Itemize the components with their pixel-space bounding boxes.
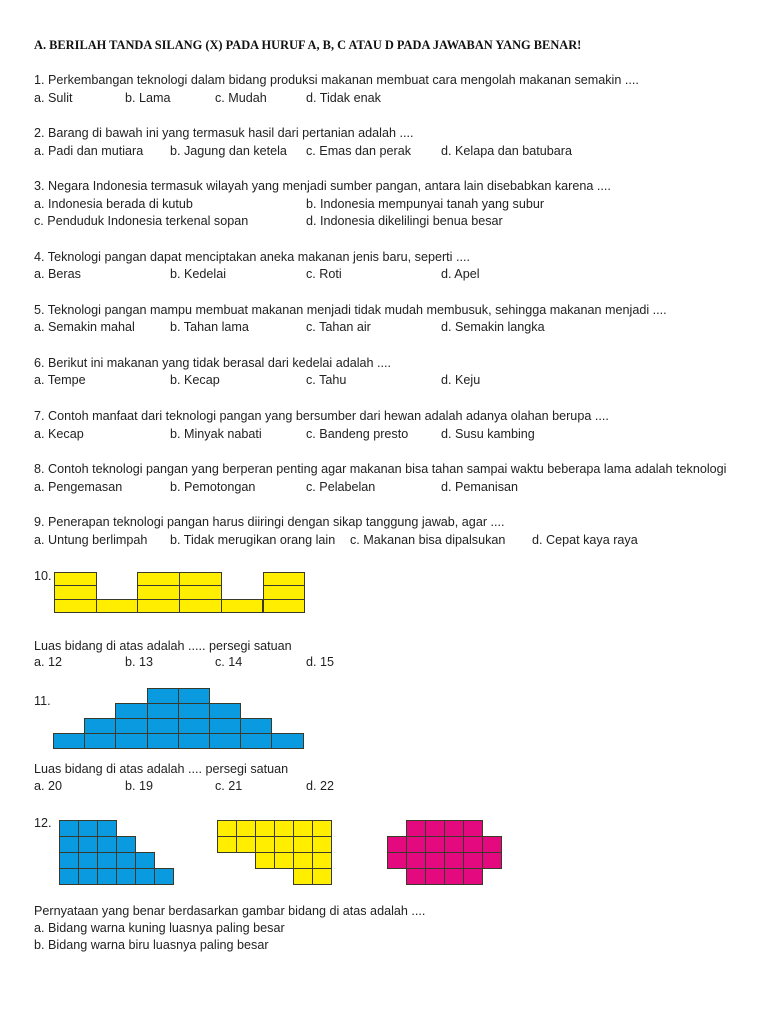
unit-square xyxy=(147,733,179,749)
answer-option[interactable]: d. Indonesia dikelilingi benua besar xyxy=(306,214,503,228)
answer-option[interactable]: d. 22 xyxy=(306,779,335,793)
question-text: 5. Teknologi pangan mampu membuat makanan menjadi tidak mudah membusuk, sehingga makanan menjadi .... xyxy=(34,303,667,317)
section-heading: A. BERILAH TANDA SILANG (X) PADA HURUF A, B, C ATAU D PADA JAWABAN YANG BENAR! xyxy=(34,38,582,52)
unit-square xyxy=(312,868,332,885)
unit-square xyxy=(425,820,445,837)
answer-option[interactable]: b. Minyak nabati xyxy=(170,427,262,441)
unit-square xyxy=(406,852,426,869)
unit-square xyxy=(387,852,407,869)
answer-option[interactable]: a. Semakin mahal xyxy=(34,320,135,334)
answer-option[interactable]: a. Kecap xyxy=(34,427,84,441)
answer-option[interactable]: b. Bidang warna biru luasnya paling besar xyxy=(34,938,269,952)
unit-square xyxy=(178,688,210,704)
answer-option[interactable]: d. Tidak enak xyxy=(306,91,381,105)
unit-square xyxy=(59,852,79,869)
unit-square xyxy=(312,836,332,853)
answer-option[interactable]: c. Tahu xyxy=(306,373,347,387)
unit-square xyxy=(179,599,222,613)
unit-square xyxy=(263,599,306,613)
unit-square xyxy=(97,820,117,837)
unit-square xyxy=(463,852,483,869)
question-text: Luas bidang di atas adalah .... persegi satuan xyxy=(34,762,289,776)
question-text: 7. Contoh manfaat dari teknologi pangan yang bersumber dari hewan adalah adanya olahan berupa .... xyxy=(34,409,609,423)
answer-option[interactable]: b. 13 xyxy=(125,655,154,669)
unit-square xyxy=(137,585,180,599)
answer-option[interactable]: c. Tahan air xyxy=(306,320,371,334)
answer-option[interactable]: b. Lama xyxy=(125,91,171,105)
unit-square xyxy=(293,852,313,869)
question-text: 1. Perkembangan teknologi dalam bidang produksi makanan membuat cara mengolah makanan semakin .... xyxy=(34,73,639,87)
answer-option[interactable]: c. Pelabelan xyxy=(306,480,376,494)
unit-square xyxy=(209,703,241,719)
answer-option[interactable]: b. Tidak merugikan orang lain xyxy=(170,533,336,547)
unit-square xyxy=(406,836,426,853)
answer-option[interactable]: d. Kelapa dan batubara xyxy=(441,144,572,158)
question-text: 4. Teknologi pangan dapat menciptakan aneka makanan jenis baru, seperti .... xyxy=(34,250,470,264)
unit-square xyxy=(425,852,445,869)
answer-option[interactable]: a. Tempe xyxy=(34,373,86,387)
unit-square xyxy=(482,852,502,869)
unit-square xyxy=(444,852,464,869)
unit-square xyxy=(54,599,97,613)
unit-square xyxy=(179,585,222,599)
unit-square xyxy=(53,733,85,749)
unit-square xyxy=(115,718,147,734)
unit-square xyxy=(263,572,306,586)
unit-square xyxy=(59,820,79,837)
answer-option[interactable]: a. Indonesia berada di kutub xyxy=(34,197,193,211)
unit-square xyxy=(59,868,79,885)
unit-square xyxy=(240,718,272,734)
answer-option[interactable]: c. Mudah xyxy=(215,91,267,105)
question-text: 2. Barang di bawah ini yang termasuk hasil dari pertanian adalah .... xyxy=(34,126,414,140)
answer-option[interactable]: b. 19 xyxy=(125,779,154,793)
answer-option[interactable]: a. 20 xyxy=(34,779,63,793)
answer-option[interactable]: d. Keju xyxy=(441,373,481,387)
unit-square xyxy=(137,572,180,586)
unit-square xyxy=(137,599,180,613)
unit-square xyxy=(116,868,136,885)
answer-option[interactable]: a. Sulit xyxy=(34,91,73,105)
unit-square xyxy=(444,868,464,885)
unit-square xyxy=(116,836,136,853)
unit-square xyxy=(444,836,464,853)
unit-square xyxy=(135,868,155,885)
question-text: Pernyataan yang benar berdasarkan gambar bidang di atas adalah .... xyxy=(34,904,426,918)
unit-square xyxy=(209,733,241,749)
unit-square xyxy=(425,836,445,853)
answer-option[interactable]: a. Beras xyxy=(34,267,81,281)
unit-square xyxy=(406,868,426,885)
unit-square xyxy=(97,836,117,853)
answer-option[interactable]: d. Cepat kaya raya xyxy=(532,533,638,547)
answer-option[interactable]: d. Semakin langka xyxy=(441,320,545,334)
unit-square xyxy=(84,718,116,734)
unit-square xyxy=(54,585,97,599)
unit-square xyxy=(312,852,332,869)
unit-square xyxy=(293,836,313,853)
question-number: 10. xyxy=(34,569,52,583)
unit-square xyxy=(274,852,294,869)
unit-square xyxy=(115,733,147,749)
unit-square xyxy=(425,868,445,885)
answer-option[interactable]: b. Jagung dan ketela xyxy=(170,144,287,158)
unit-square xyxy=(59,836,79,853)
unit-square xyxy=(274,836,294,853)
question-text: 6. Berikut ini makanan yang tidak berasal dari kedelai adalah .... xyxy=(34,356,392,370)
unit-square xyxy=(97,852,117,869)
question-text: Luas bidang di atas adalah ..... persegi satuan xyxy=(34,639,292,653)
unit-square xyxy=(116,852,136,869)
unit-square xyxy=(387,836,407,853)
unit-square xyxy=(78,852,98,869)
unit-square xyxy=(312,820,332,837)
unit-square xyxy=(147,688,179,704)
answer-option[interactable]: a. Pengemasan xyxy=(34,480,123,494)
answer-option[interactable]: a. Untung berlimpah xyxy=(34,533,148,547)
unit-square xyxy=(406,820,426,837)
unit-square xyxy=(221,599,264,613)
answer-option[interactable]: a. Bidang warna kuning luasnya paling besar xyxy=(34,921,285,935)
unit-square xyxy=(463,836,483,853)
unit-square xyxy=(135,852,155,869)
unit-square xyxy=(463,868,483,885)
unit-square xyxy=(154,868,174,885)
unit-square xyxy=(255,836,275,853)
answer-option[interactable]: b. Kecap xyxy=(170,373,220,387)
question-text: 3. Negara Indonesia termasuk wilayah yang menjadi sumber pangan, antara lain disebabkan karena .... xyxy=(34,179,611,193)
unit-square xyxy=(255,852,275,869)
unit-square xyxy=(271,733,303,749)
answer-option[interactable]: c. Bandeng presto xyxy=(306,427,409,441)
answer-option[interactable]: c. 21 xyxy=(215,779,243,793)
unit-square xyxy=(274,820,294,837)
answer-option[interactable]: b. Kedelai xyxy=(170,267,227,281)
unit-square xyxy=(78,836,98,853)
unit-square xyxy=(96,599,139,613)
unit-square xyxy=(263,585,306,599)
answer-option[interactable]: b. Indonesia mempunyai tanah yang subur xyxy=(306,197,545,211)
answer-option[interactable]: c. Emas dan perak xyxy=(306,144,411,158)
question-text: 9. Penerapan teknologi pangan harus diiringi dengan sikap tanggung jawab, agar .... xyxy=(34,515,505,529)
unit-square xyxy=(217,820,237,837)
unit-square xyxy=(178,718,210,734)
unit-square xyxy=(482,836,502,853)
unit-square xyxy=(78,868,98,885)
unit-square xyxy=(147,703,179,719)
unit-square xyxy=(84,733,116,749)
unit-square xyxy=(179,572,222,586)
question-text: 8. Contoh teknologi pangan yang berperan penting agar makanan bisa tahan sampai waktu beberapa lama adalah teknologi xyxy=(34,462,727,476)
unit-square xyxy=(236,836,256,853)
unit-square xyxy=(209,718,241,734)
answer-option[interactable]: d. Susu kambing xyxy=(441,427,535,441)
unit-square xyxy=(78,820,98,837)
unit-square xyxy=(54,572,97,586)
answer-option[interactable]: b. Pemotongan xyxy=(170,480,256,494)
question-number: 11. xyxy=(34,694,51,708)
answer-option[interactable]: d. Pemanisan xyxy=(441,480,519,494)
unit-square xyxy=(236,820,256,837)
unit-square xyxy=(178,733,210,749)
unit-square xyxy=(97,868,117,885)
unit-square xyxy=(240,733,272,749)
unit-square xyxy=(178,703,210,719)
answer-option[interactable]: d. Apel xyxy=(441,267,480,281)
answer-option[interactable]: a. Padi dan mutiara xyxy=(34,144,144,158)
unit-square xyxy=(255,820,275,837)
answer-option[interactable]: c. Makanan bisa dipalsukan xyxy=(350,533,506,547)
answer-option[interactable]: c. Penduduk Indonesia terkenal sopan xyxy=(34,214,249,228)
unit-square xyxy=(147,718,179,734)
unit-square xyxy=(217,836,237,853)
unit-square xyxy=(463,820,483,837)
answer-option[interactable]: a. 12 xyxy=(34,655,63,669)
unit-square xyxy=(293,868,313,885)
answer-option[interactable]: d. 15 xyxy=(306,655,335,669)
unit-square xyxy=(444,820,464,837)
unit-square xyxy=(115,703,147,719)
answer-option[interactable]: c. Roti xyxy=(306,267,342,281)
answer-option[interactable]: c. 14 xyxy=(215,655,243,669)
question-number: 12. xyxy=(34,816,52,830)
unit-square xyxy=(293,820,313,837)
answer-option[interactable]: b. Tahan lama xyxy=(170,320,249,334)
